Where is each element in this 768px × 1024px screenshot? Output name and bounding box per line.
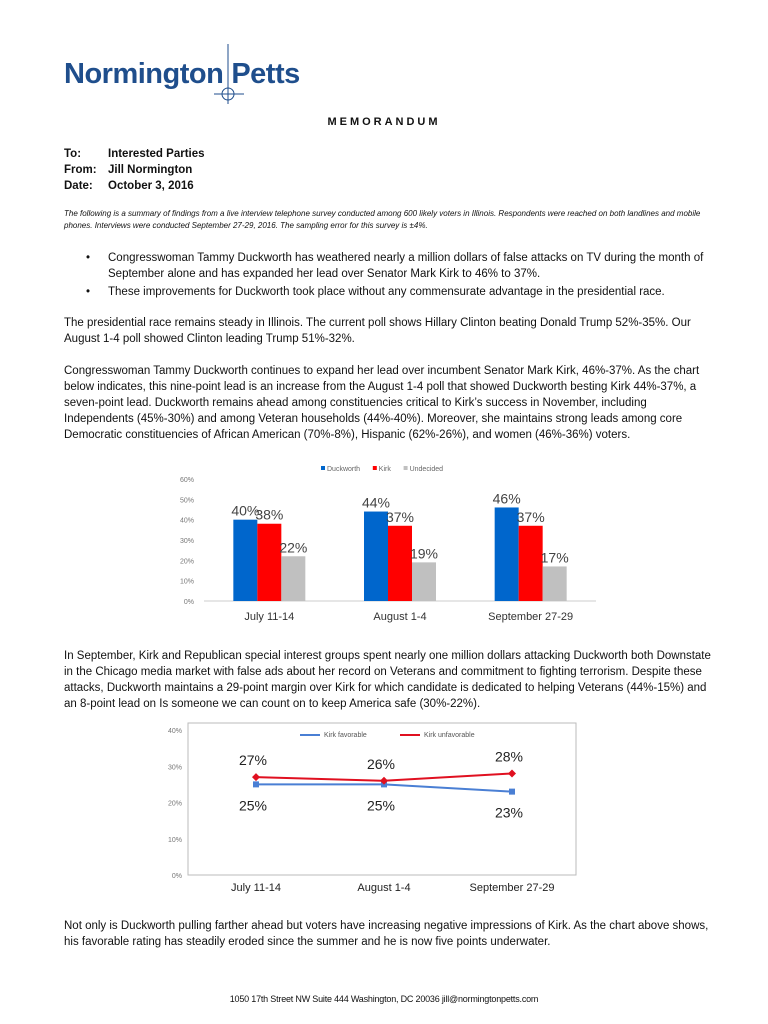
paragraph-presidential: The presidential race remains steady in Illinois. The current poll shows Hillary Clinton beating Donald Trump 52%-35%. Our August 1-4 poll showed Clinton leading Trump 51%-32%. [64, 317, 691, 345]
bullet-text: Congresswoman Tammy Duckworth has weathered nearly a million dollars of false attacks on TV during the month of September alone and has expanded her lead over Senator Mark Kirk to 46% to 37%. [108, 252, 704, 280]
legend-label: Kirk unfavorable [424, 732, 475, 739]
data-label: 22% [279, 539, 308, 556]
legend-label: Undecided [409, 466, 444, 473]
footer-address: 1050 17th Street NW Suite 444 Washington, DC 20036 jill@normingtonpetts.com [229, 994, 539, 1004]
paragraph-attacks: In September, Kirk and Republican special interest groups spent nearly one million dollars attacking Duckworth both Downstate in the Chicago media market with false ads about her record on Veterans and commitment to fighting terrorism. Despite these attacks, Duckworth maintains a 29-point margin over Kirk for which candidate is dedicated to helping Veterans (44%-15%) and an 8-point lead on Is someone we can count on to keep America safe (30%-22%). [64, 650, 711, 710]
y-tick-label: 20% [179, 558, 194, 566]
data-label: 44% [361, 494, 391, 511]
data-label: 19% [409, 545, 439, 562]
bar-undecided-1 [412, 562, 436, 601]
x-tick-label: September 27-29 [488, 611, 574, 623]
paragraph-favorability: Not only is Duckworth pulling farther ahead but voters have increasing negative impressions of Kirk. As the chart above shows, his favorable rating has steadily eroded since the summer and he is now five points underwater. [64, 920, 709, 948]
x-tick-label: August 1-4 [357, 882, 411, 894]
y-tick-label: 50% [179, 497, 194, 505]
data-label: 25% [366, 797, 396, 814]
logo-word-1: Normington [64, 58, 224, 90]
from-label: From: [64, 164, 97, 176]
bullet-list [64, 250, 714, 302]
legend-swatch-kirk [373, 466, 377, 470]
line-chart-kirk-favorability [158, 722, 578, 900]
y-tick-label: 10% [167, 836, 182, 844]
x-tick-label: August 1-4 [373, 611, 427, 623]
legend-label: Kirk favorable [324, 732, 367, 739]
x-tick-label: July 11-14 [244, 611, 295, 623]
bar-chart-senate [170, 459, 600, 627]
to-value: Interested Parties [108, 148, 205, 160]
y-tick-label: 0% [183, 599, 194, 606]
legend-swatch-duckworth [321, 466, 325, 470]
y-tick-label: 10% [179, 578, 194, 586]
data-marker [508, 770, 516, 778]
data-label: 38% [255, 506, 284, 523]
bullet-item [64, 284, 714, 300]
x-tick-label: September 27-29 [469, 882, 555, 894]
y-tick-label: 30% [179, 538, 194, 545]
survey-intro: The following is a summary of findings from a live interview telephone survey conducted among 600 likely voters in Illinois. Respondents were reached on both landlines and mobile phones. Interviews were conducted September 27-29, 2016. The sampling error for this survey is ±4%. [64, 209, 701, 230]
data-label: 40% [231, 502, 260, 519]
date-label: Date: [64, 180, 93, 192]
memo-header [64, 146, 205, 194]
to-label: To: [64, 148, 82, 160]
data-label: 46% [492, 490, 521, 507]
x-tick-label: July 11-14 [231, 882, 281, 894]
legend-label: Kirk [378, 466, 391, 473]
bar-undecided-2 [543, 566, 567, 601]
data-label: 37% [385, 508, 415, 525]
bullet-dot: • [86, 286, 91, 298]
bar-duckworth-2 [495, 507, 519, 601]
bar-duckworth-1 [364, 512, 388, 601]
bar-kirk-0 [257, 524, 281, 601]
data-label: 28% [494, 748, 524, 765]
y-tick-label: 40% [179, 517, 194, 525]
paragraph-senate: Congresswoman Tammy Duckworth continues to expand her lead over incumbent Senator Mark Kirk, 46%-37%. As the chart below indicates, this nine-point lead is an increase from the August 1-4 poll that showed Duckworth besting Kirk 44%-37%, a seven-point lead. Duckworth remains ahead among constituencies critical to Kirk’s success in November, including Independents (45%-30%) and among Veteran households (44%-40%). Moreover, she maintains strong leads among core Democratic constituencies of African American (70%-8%), Hispanic (62%-26%), and women (46%-36%) voters. [64, 365, 700, 441]
data-marker [252, 773, 260, 781]
data-marker [253, 781, 259, 787]
memo-title: MEMORANDUM [327, 116, 441, 128]
legend-label: Duckworth [327, 466, 361, 473]
data-label: 27% [238, 752, 268, 769]
legend-swatch-undecided [404, 466, 408, 470]
y-tick-label: 20% [167, 800, 182, 808]
from-value: Jill Normington [108, 164, 193, 176]
bar-kirk-2 [519, 526, 543, 601]
date-value: October 3, 2016 [108, 180, 194, 192]
data-label: 25% [238, 797, 268, 814]
y-tick-label: 30% [167, 764, 182, 772]
bar-duckworth-0 [233, 520, 257, 601]
logo-text [64, 58, 300, 91]
data-marker [509, 789, 515, 795]
logo-word-2: Petts [231, 58, 300, 90]
data-label: 26% [366, 755, 396, 772]
y-tick-label: 0% [171, 873, 182, 880]
bullet-dot: • [86, 252, 91, 264]
y-tick-label: 60% [179, 477, 194, 484]
bar-kirk-1 [388, 526, 412, 601]
bullet-item [64, 250, 714, 282]
bar-undecided-0 [281, 556, 305, 601]
company-logo [64, 44, 304, 104]
data-label: 17% [540, 549, 569, 566]
y-tick-label: 40% [167, 728, 182, 735]
bullet-text: These improvements for Duckworth took place without any commensurate advantage in the presidential race. [108, 286, 665, 298]
data-label: 23% [494, 804, 524, 821]
data-label: 37% [516, 508, 545, 525]
